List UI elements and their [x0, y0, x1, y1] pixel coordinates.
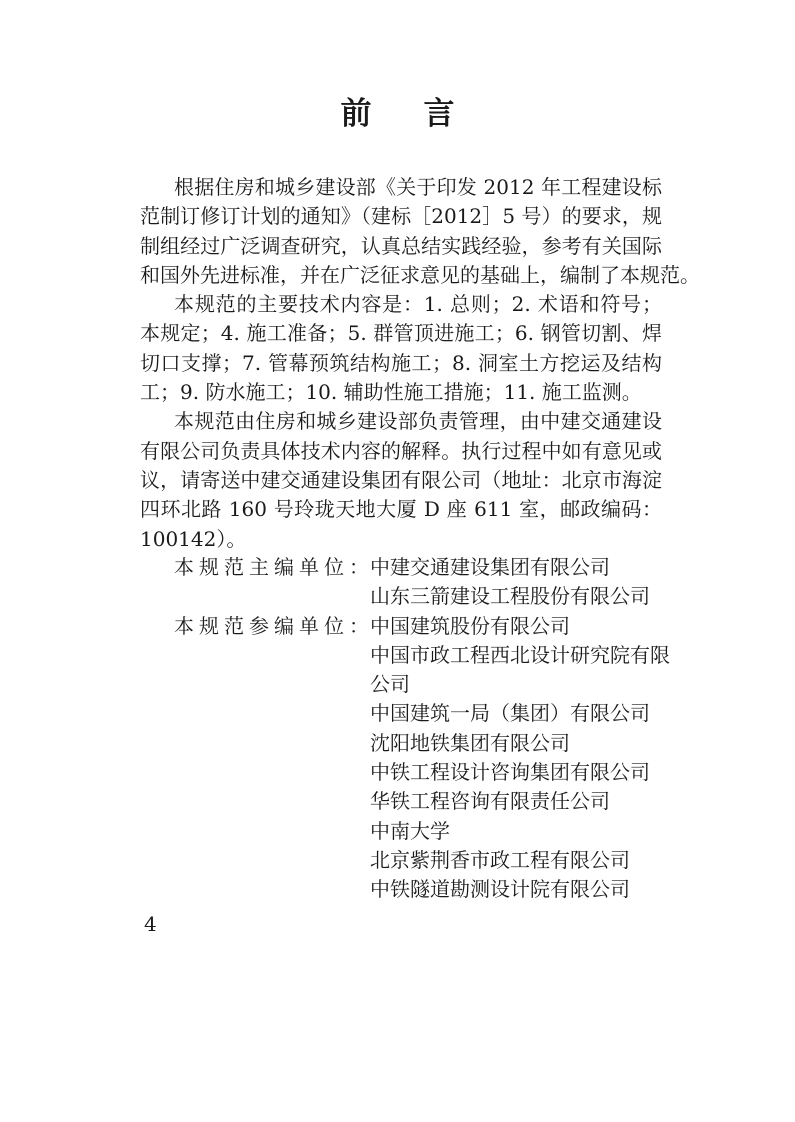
unit-name: 中国建筑一局（集团）有限公司 [370, 701, 650, 726]
unit-list [370, 553, 650, 612]
page-title [0, 88, 795, 133]
text-line: 有限公司负责具体技术内容的解释。执行过程中如有意见或 [140, 438, 662, 463]
unit-name: 中南大学 [370, 818, 450, 843]
unit-name: 公司 [370, 672, 410, 697]
text-line: 范制订修订计划的通知》（建标［2012］5 号）的要求，规 [140, 204, 662, 229]
unit-name: 北京紫荆香市政工程有限公司 [370, 847, 630, 872]
text-line: 议，请寄送中建交通建设集团有限公司（地址：北京市海淀 [140, 467, 662, 492]
unit-name: 中铁工程设计咨询集团有限公司 [370, 760, 650, 785]
page-number: 4 [144, 912, 157, 936]
unit-name: 山东三箭建设工程股份有限公司 [370, 584, 650, 609]
unit-label: 本规范主编单位： [174, 555, 374, 579]
unit-name: 中建交通建设集团有限公司 [370, 555, 610, 579]
unit-list [370, 612, 670, 905]
unit-name: 中国市政工程西北设计研究院有限 [370, 642, 670, 667]
unit-name: 沈阳地铁集团有限公司 [370, 730, 570, 755]
unit-name: 中铁隧道勘测设计院有限公司 [370, 877, 630, 902]
title-char: 言 [423, 96, 455, 132]
title-char: 前 [340, 96, 372, 132]
paragraph [140, 407, 662, 553]
text-line: 100142）。 [140, 526, 247, 551]
paragraph [140, 173, 700, 290]
text-line: 本规定；4. 施工准备；5. 群管顶进施工；6. 钢管切割、焊 [140, 321, 662, 346]
text-line: 制组经过广泛调查研究，认真总结实践经验，参考有关国际 [140, 233, 662, 258]
text-line: 本规范的主要技术内容是：1. 总则；2. 术语和符号； [174, 292, 662, 317]
text-line: 根据住房和城乡建设部《关于印发 2012 年工程建设标 [174, 175, 662, 199]
text-line: 工；9. 防水施工；10. 辅助性施工措施；11. 施工监测。 [140, 380, 642, 405]
preface-body [140, 173, 700, 554]
text-line: 和国外先进标准，并在广泛征求意见的基础上，编制了本规范。 [140, 262, 700, 287]
unit-name: 华铁工程咨询有限责任公司 [370, 789, 610, 814]
unit-label: 本规范参编单位： [174, 613, 374, 638]
text-line: 本规范由住房和城乡建设部负责管理，由中建交通建设 [174, 409, 662, 434]
text-line: 切口支撑；7. 管幕预筑结构施工；8. 洞室土方挖运及结构 [140, 350, 662, 375]
drafting-units [174, 553, 670, 905]
unit-group [174, 612, 670, 905]
unit-name: 中国建筑股份有限公司 [370, 613, 570, 638]
paragraph [140, 290, 662, 407]
unit-group [174, 553, 670, 612]
text-line: 四环北路 160 号玲珑天地大厦 D 座 611 室，邮政编码： [140, 497, 662, 522]
